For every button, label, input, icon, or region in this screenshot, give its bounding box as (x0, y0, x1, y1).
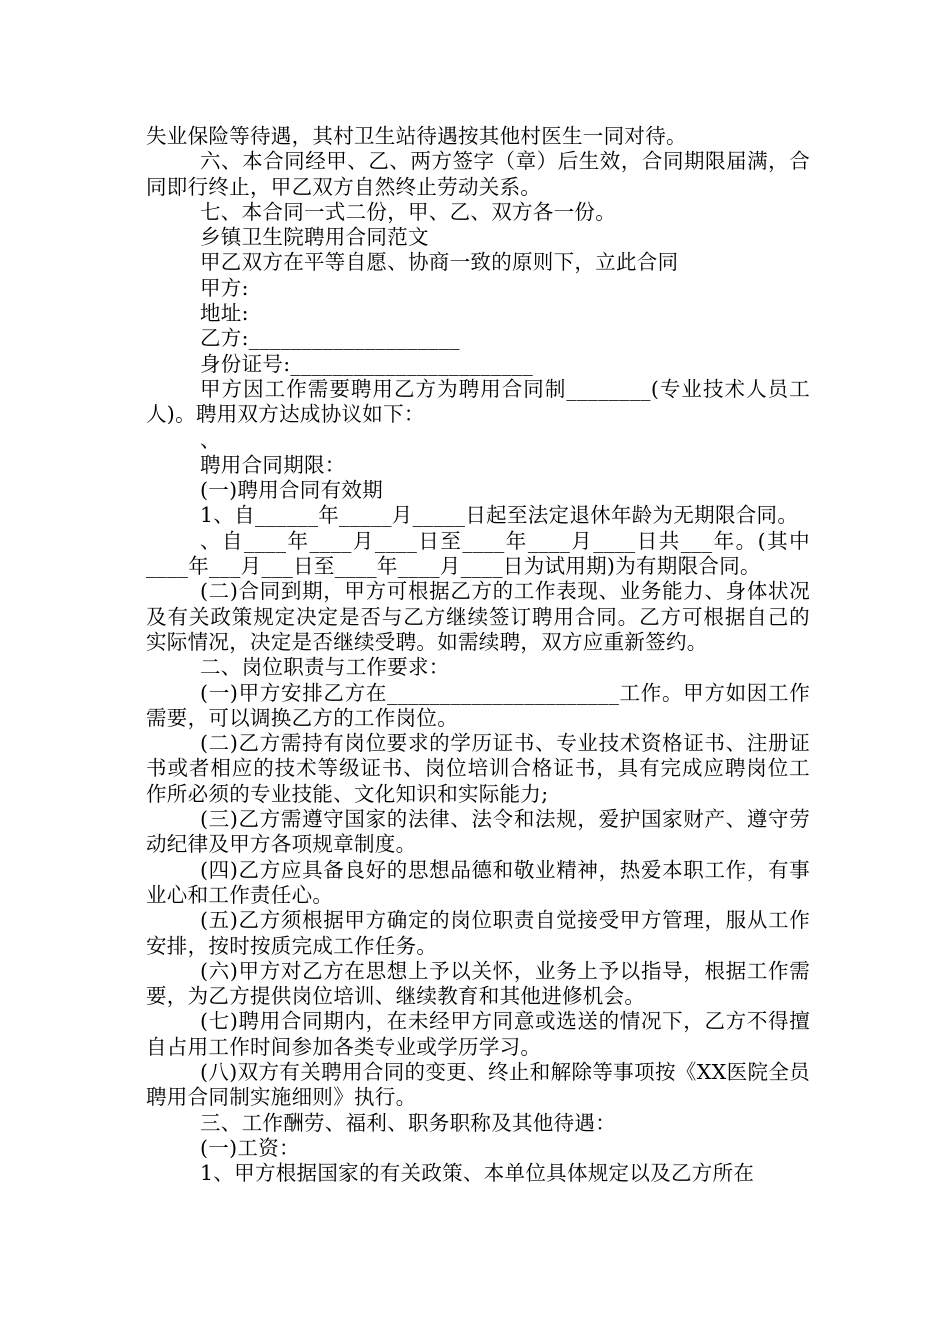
paragraph-15: 、自____年____月____日至____年____月____日共___年。(其中____年___月___日至____年____月____日为试用期)为有期限合同。 (146, 528, 810, 579)
paragraph-1: 失业保险等待遇，其村卫生站待遇按其他村医生一同对待。 (146, 124, 687, 148)
paragraph-10: 甲方因工作需要聘用乙方为聘用合同制________(专业技术人员工人)。聘用双方达成协议如下： (146, 376, 810, 427)
paragraph-21: (四)乙方应具备良好的思想品德和敬业精神，热爱本职工作，有事业心和工作责任心。 (146, 857, 810, 907)
paragraph-2: 六、本合同经甲、乙、两方签字（章）后生效，合同期限届满，合同即行终止，甲乙双方自然终止劳动关系。 (146, 149, 810, 199)
paragraph-11: 、 (200, 427, 221, 452)
party-a-field: 甲方: (200, 275, 249, 300)
party-b-field: 乙方:____________________ (200, 326, 460, 351)
section-title: 乡镇卫生院聘用合同范文 (200, 225, 429, 250)
paragraph-17: 二、岗位职责与工作要求： (200, 655, 450, 680)
paragraph-23: (六)甲方对乙方在思想上予以关怀，业务上予以指导，根据工作需要，为乙方提供岗位培训、继续教育和其他进修机会。 (146, 958, 810, 1009)
paragraph-13: (一)聘用合同有效期 (200, 478, 383, 503)
paragraph-19: (二)乙方需持有岗位要求的学历证书、专业技术资格证书、注册证书或者相应的技术等级证书、岗位培训合格证书，具有完成应聘岗位工作所必须的专业技能、文化知识和实际能力; (146, 731, 810, 806)
paragraph-16: (二)合同到期，甲方可根据乙方的工作表现、业务能力、身体状况及有关政策规定决定是否与乙方继续签订聘用合同。乙方可根据自己的实际情况，决定是否继续受聘。如需续聘，双方应重新签约。 (146, 579, 810, 654)
paragraph-20: (三)乙方需遵守国家的法律、法令和法规，爱护国家财产、遵守劳动纪律及甲方各项规章制度。 (146, 807, 810, 857)
paragraph-24: (七)聘用合同期内，在未经甲方同意或选送的情况下，乙方不得擅自占用工作时间参加各类专业或学历学习。 (146, 1009, 810, 1059)
paragraph-22: (五)乙方须根据甲方确定的岗位职责自觉接受甲方管理，服从工作安排，按时按质完成工作任务。 (146, 908, 810, 958)
id-number-field: 身份证号:_______________________ (200, 351, 534, 376)
paragraph-27: (一)工资： (200, 1135, 300, 1160)
paragraph-28: 1、甲方根据国家的有关政策、本单位具体规定以及乙方所在 (200, 1161, 755, 1186)
address-field: 地址: (200, 301, 249, 326)
paragraph-12: 聘用合同期限： (200, 452, 346, 477)
paragraph-18: (一)甲方安排乙方在______________________工作。甲方如因工作需要，可以调换乙方的工作岗位。 (146, 680, 810, 730)
paragraph-25: (八)双方有关聘用合同的变更、终止和解除等事项按《XX医院全员聘用合同制实施细则》执行。 (146, 1059, 810, 1110)
paragraph-5: 甲乙双方在平等自愿、协商一致的原则下，立此合同 (200, 250, 679, 275)
paragraph-14: 1、自______年_____月_____日起至法定退休年龄为无期限合同。 (200, 503, 799, 528)
document-body (146, 124, 810, 1186)
paragraph-26: 三、工作酬劳、福利、职务职称及其他待遇： (200, 1110, 616, 1135)
paragraph-3: 七、本合同一式二份，甲、乙、双方各一份。 (200, 199, 616, 224)
